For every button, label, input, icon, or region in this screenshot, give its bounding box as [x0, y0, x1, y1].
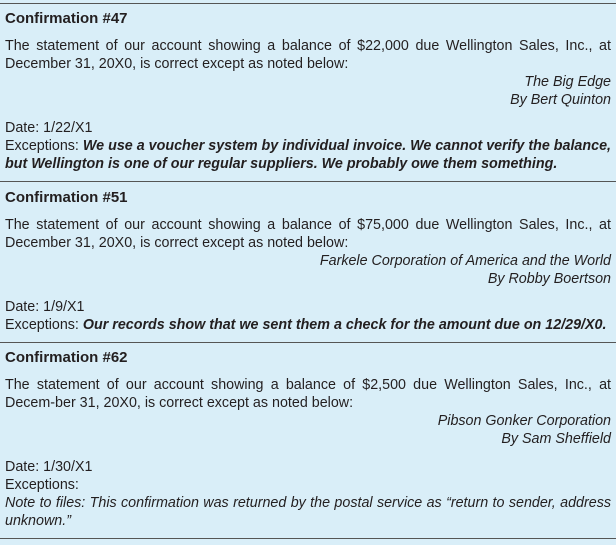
confirmation-62 — [5, 348, 611, 530]
divider — [0, 181, 616, 182]
company-name: Pibson Gonker Corporation — [437, 413, 611, 429]
exceptions-text: We use a voucher system by individual invoice. We cannot verify the balance, but Wellington is one of our regular suppliers. We probably owe them something. — [5, 138, 611, 172]
confirmation-title: Confirmation #62 — [5, 349, 128, 366]
confirmation-51 — [5, 188, 611, 334]
confirmation-statement: The statement of our account showing a balance of $75,000 due Wellington Sales, Inc., at December 31, 20X0, is correct except as noted below: — [5, 217, 611, 251]
note-to-files: Note to files: This confirmation was returned by the postal service as “return to sender, address unknown.” — [5, 495, 611, 529]
exceptions-label: Exceptions: — [5, 317, 79, 333]
confirmation-date: Date: 1/9/X1 — [5, 299, 85, 315]
signer-name: By Bert Quinton — [510, 92, 611, 108]
exceptions-label: Exceptions: — [5, 138, 79, 154]
divider — [0, 538, 616, 539]
signer-name: By Sam Sheffield — [501, 431, 611, 447]
confirmation-date: Date: 1/22/X1 — [5, 120, 93, 136]
confirmation-title: Confirmation #51 — [5, 189, 128, 206]
signer-name: By Robby Boertson — [487, 271, 611, 287]
company-name: Farkele Corporation of America and the World — [319, 253, 611, 269]
exceptions-text: Our records show that we sent them a check for the amount due on 12/29/X0. — [82, 317, 607, 333]
divider — [0, 3, 616, 4]
confirmation-title: Confirmation #47 — [5, 10, 128, 27]
exceptions — [5, 137, 611, 173]
confirmation-date: Date: 1/30/X1 — [5, 459, 93, 475]
divider — [0, 342, 616, 343]
confirmation-statement: The statement of our account showing a balance of $22,000 due Wellington Sales, Inc., at December 31, 20X0, is correct except as noted below: — [5, 38, 611, 72]
exceptions-label: Exceptions: — [5, 477, 79, 493]
company-name: The Big Edge — [524, 74, 611, 90]
confirmation-47 — [5, 9, 611, 173]
exceptions — [5, 316, 611, 334]
confirmation-statement: The statement of our account showing a balance of $2,500 due Wellington Sales, Inc., at Decem-ber 31, 20X0, is correct except as noted below: — [5, 377, 611, 411]
